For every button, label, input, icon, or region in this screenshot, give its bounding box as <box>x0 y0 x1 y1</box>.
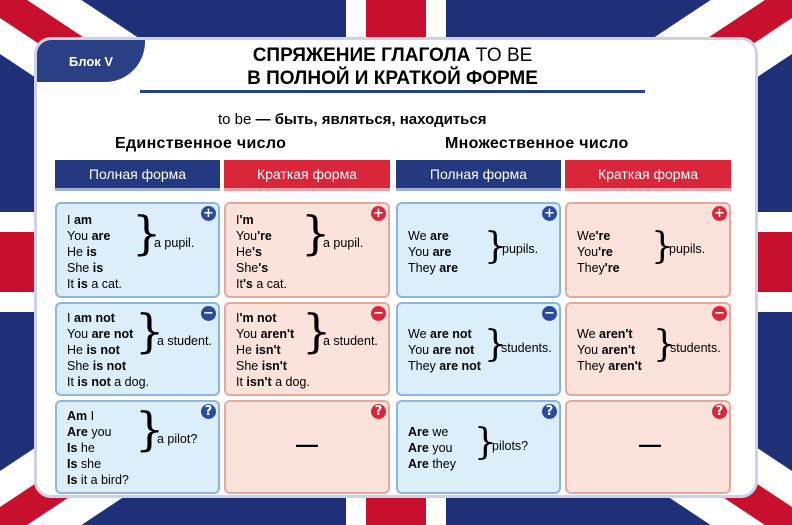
question-icon: ? <box>201 404 216 419</box>
cell-singular-full-positive <box>55 202 220 298</box>
conjugation-lines: I'm You're He's She's It's a cat. <box>236 213 287 291</box>
cell-singular-short-positive <box>224 202 390 298</box>
plus-icon: + <box>712 206 727 221</box>
brace: } <box>484 324 507 365</box>
subtitle: to be — быть, являться, находиться <box>218 111 487 128</box>
brace: } <box>302 304 332 358</box>
minus-icon: − <box>201 306 216 321</box>
brace: } <box>651 226 674 267</box>
cell-singular-full-question <box>55 400 220 494</box>
conjugation-lines: I'm not You aren't He isn't She isn't It isn't a dog. <box>236 311 310 389</box>
brace: } <box>484 226 507 267</box>
plus-icon: + <box>201 206 216 221</box>
minus-icon: − <box>542 306 557 321</box>
question-icon: ? <box>371 404 386 419</box>
plus-icon: + <box>542 206 557 221</box>
cell-plural-full-question <box>396 400 561 494</box>
cell-plural-short-positive <box>565 202 731 298</box>
singular-heading: Единственное число <box>115 135 287 152</box>
question-icon: ? <box>712 404 727 419</box>
conjugation-lines: We aren't You aren't They aren't <box>577 327 642 373</box>
brace: } <box>301 206 331 260</box>
minus-icon: − <box>712 306 727 321</box>
object-text: pupils. <box>502 242 539 256</box>
object-text: a student. <box>157 334 212 348</box>
question-icon: ? <box>542 404 557 419</box>
plus-icon: + <box>371 206 386 221</box>
title-underline <box>140 90 645 93</box>
conjugation-lines: Are we Are you Are they <box>408 425 456 471</box>
brace: } <box>135 304 165 358</box>
cell-plural-short-negative <box>565 302 731 396</box>
conjugation-lines: We are You are They are <box>408 229 459 275</box>
cell-singular-short-negative <box>224 302 390 396</box>
object-text: pupils. <box>669 242 706 256</box>
plural-heading: Множественное число <box>445 135 629 152</box>
cell-plural-full-positive <box>396 202 561 298</box>
brace: } <box>653 324 676 365</box>
page-title: СПРЯЖЕНИЕ ГЛАГОЛА TO BE В ПОЛНОЙ И КРАТКОЙ ФОРМЕ <box>247 45 538 89</box>
empty-dash: — <box>639 432 661 457</box>
brace: } <box>474 422 497 463</box>
minus-icon: − <box>371 306 386 321</box>
object-text: a student. <box>323 334 378 348</box>
cell-plural-full-negative <box>396 302 561 396</box>
conjugation-lines: I am You are He is She is It is a cat. <box>67 213 122 291</box>
header-plural-short: Краткая форма <box>565 160 731 191</box>
header-singular-short: Краткая форма <box>224 160 390 191</box>
header-plural-full: Полная форма <box>396 160 561 191</box>
empty-dash: — <box>296 432 318 457</box>
conjugation-lines: I am not You are not He is not She is not It is not a dog. <box>67 311 149 389</box>
object-text: students. <box>501 341 552 355</box>
brace: } <box>132 206 162 260</box>
cell-singular-short-question <box>224 400 390 494</box>
object-text: students. <box>670 341 721 355</box>
conjugation-lines: We are not You are not They are not <box>408 327 481 373</box>
header-singular-full: Полная форма <box>55 160 220 191</box>
conjugation-lines: Am I Are you Is he Is she Is it a bird? <box>67 409 129 487</box>
brace: } <box>135 402 165 456</box>
cell-plural-short-question <box>565 400 731 494</box>
conjugation-lines: We're You're They're <box>577 229 620 275</box>
object-text: a pilot? <box>157 432 198 446</box>
object-text: pilots? <box>492 439 529 453</box>
block-badge: Блок V <box>37 40 145 82</box>
cell-singular-full-negative <box>55 302 220 396</box>
object-text: a pupil. <box>154 236 195 250</box>
object-text: a pupil. <box>323 236 364 250</box>
